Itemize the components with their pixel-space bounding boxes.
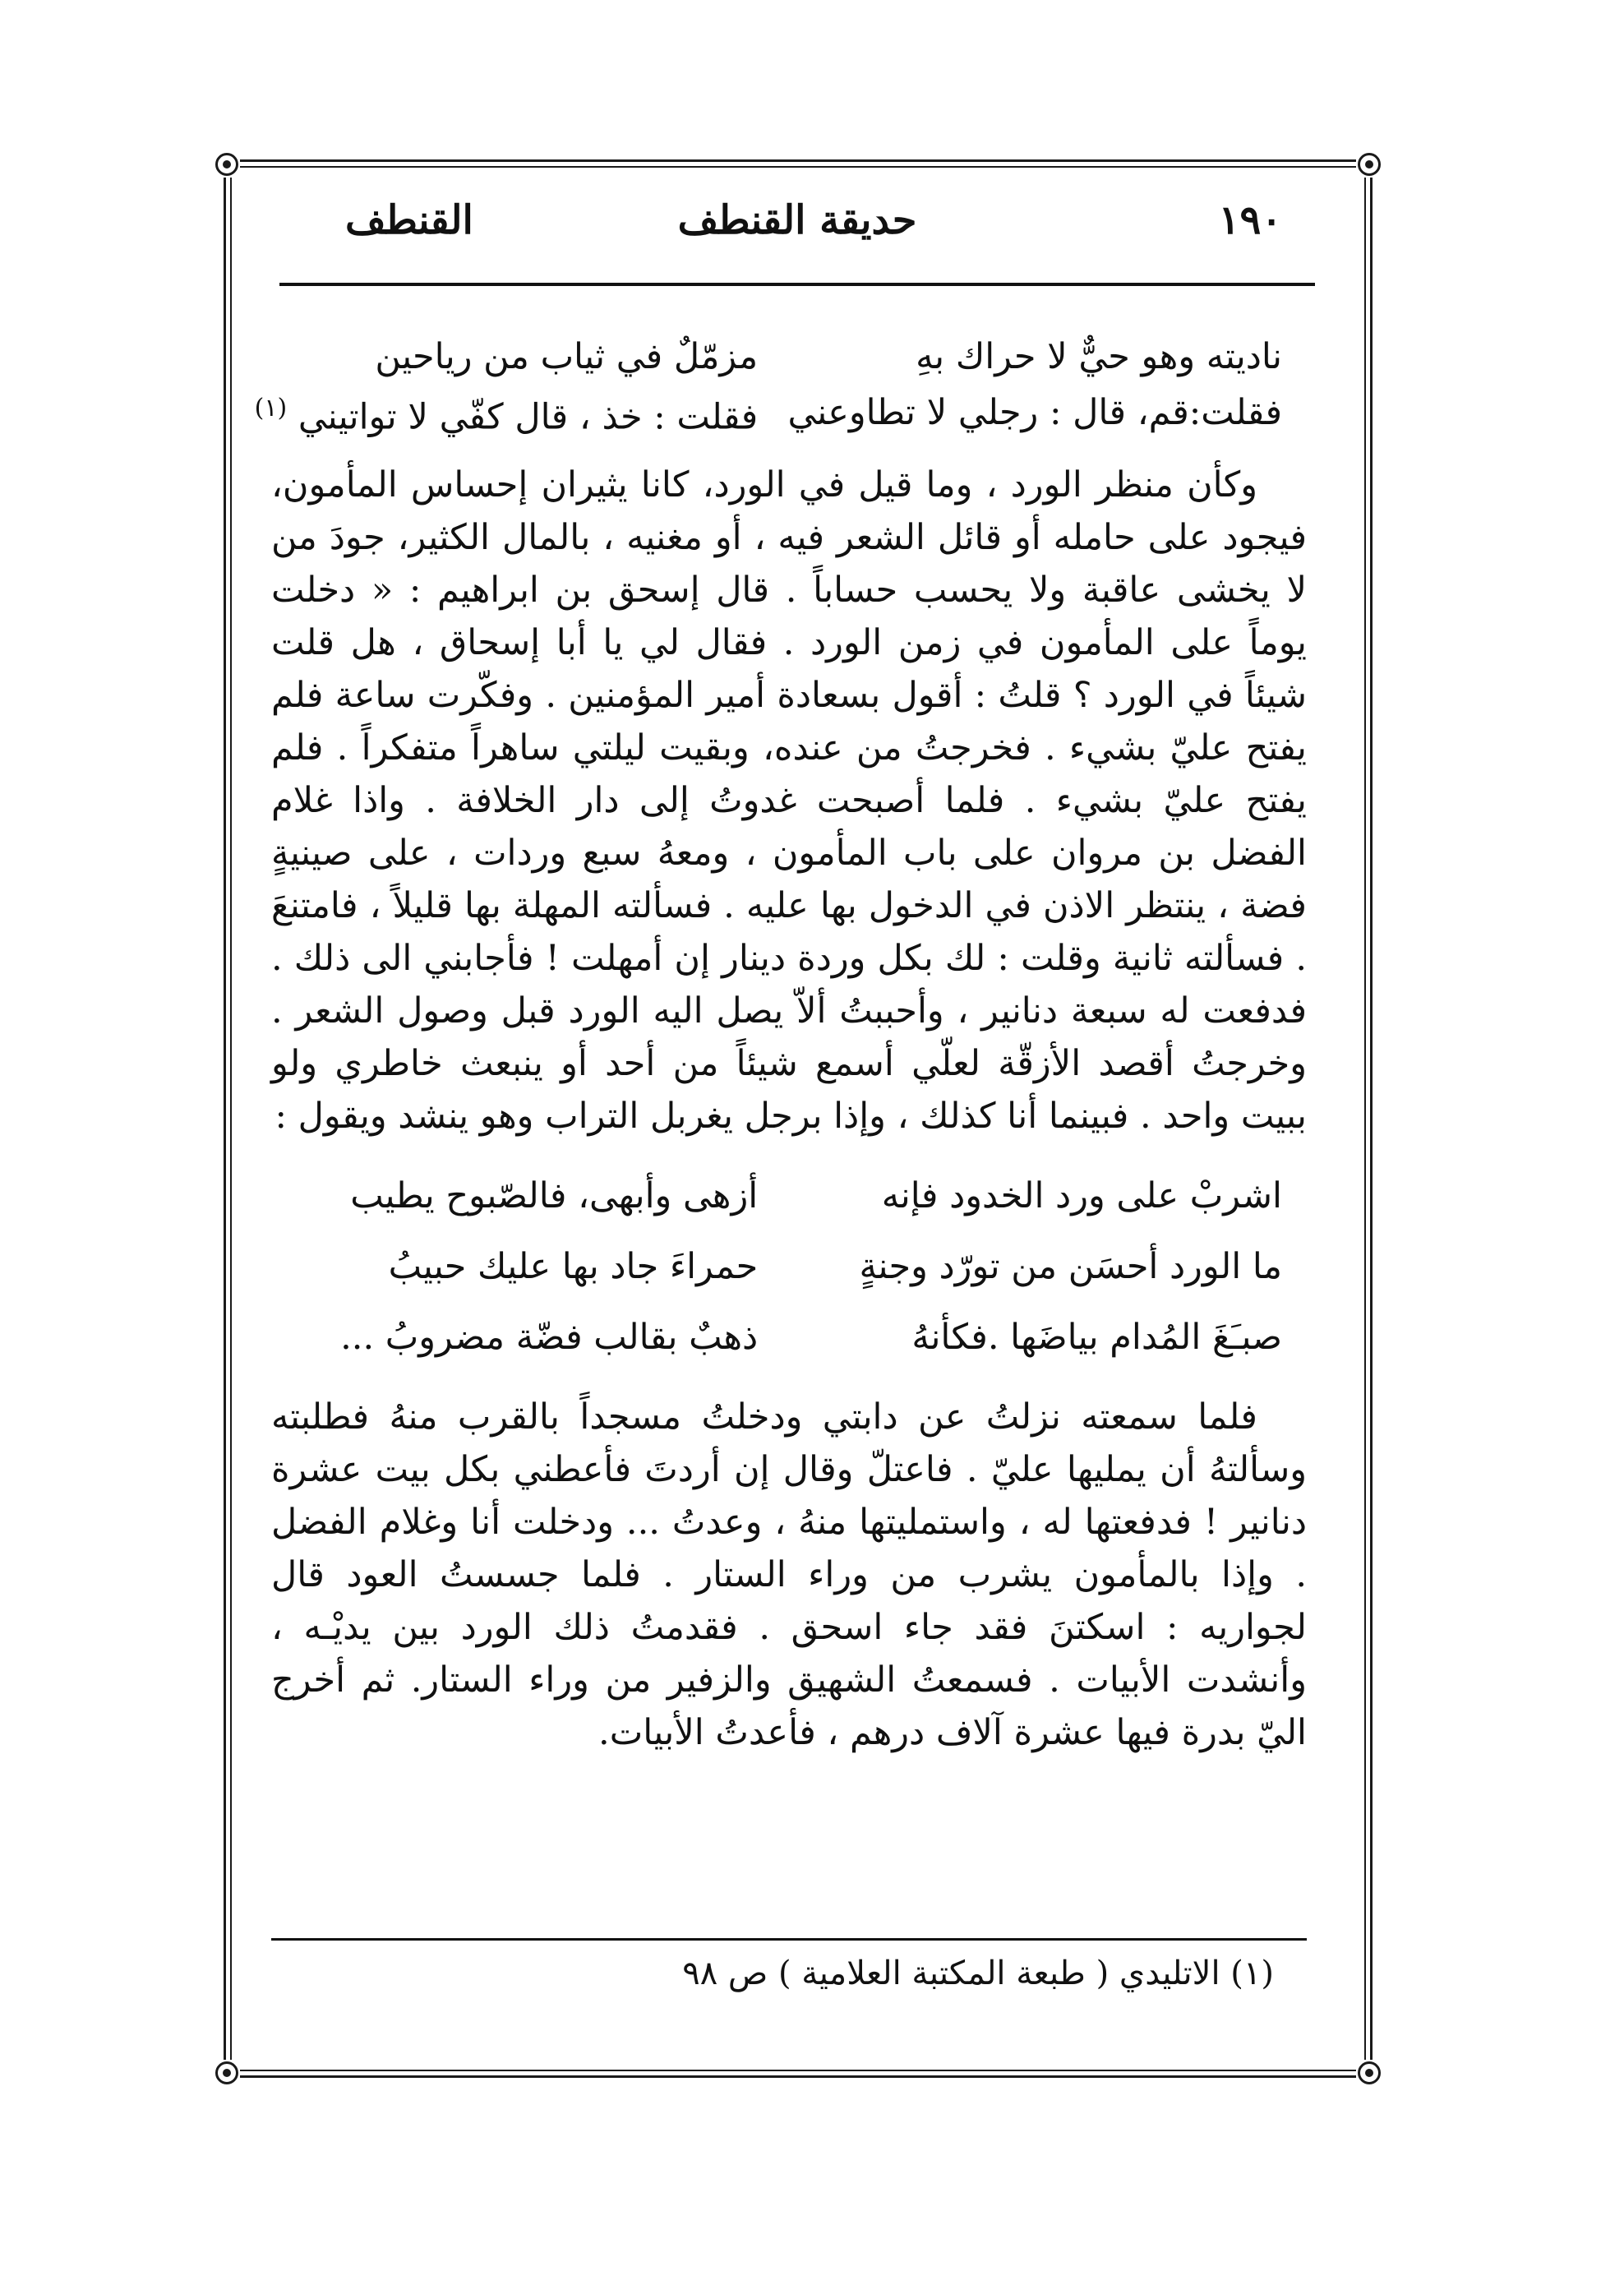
frame-border-right-inner <box>1364 178 1366 2060</box>
page-header <box>279 197 1315 263</box>
verse-second-hemistich: مزمّلٌ في ثياب من رياحين <box>375 336 759 377</box>
corner-ornament-icon <box>215 2061 238 2084</box>
frame-border-bottom-inner <box>240 2070 1356 2071</box>
verse-second-hemistich: حمراءَ جاد بها عليك حبيبُ <box>388 1246 759 1287</box>
corner-ornament-icon <box>1358 2061 1381 2084</box>
frame-border-right <box>1370 178 1373 2060</box>
section-title: القنطف <box>345 197 473 243</box>
poem-top <box>254 329 1307 441</box>
verse-second-hemistich: أزهى وأبهى، فالصّبوح يطيب <box>350 1175 759 1216</box>
page-body <box>254 329 1307 1777</box>
poem-verse <box>254 385 1307 441</box>
footnote-divider <box>271 1938 1307 1941</box>
frame-border-bottom <box>240 2075 1356 2078</box>
verse-first-hemistich: ما الورد أحسَن من تورّد وجنةٍ <box>859 1246 1282 1287</box>
header-divider <box>279 283 1315 286</box>
frame-border-left <box>224 178 226 2060</box>
frame-border-top <box>240 159 1356 162</box>
frame-border-left-inner <box>230 178 232 2060</box>
paragraph-2: فلما سمعته نزلتُ عن دابتي ودخلتُ مسجداً بالقرب منهُ فطلبته وسألتهُ أن يمليها عليّ . فاعتلّ وقال إن أردتَ فأعطني بكل بيت عشرة دنانير ! فدفعتها له ، واستمليتها منهُ ، وعدتُ ... ودخلت أنا وغلام الفضل . وإذا بالمأمون يشرب من وراء الستار . فلما جسستُ العود قال لجواريه : اسكتنَ فقد جاء اسحق . فقدمتُ ذلك الورد بين يديْـه ، وأنشدت الأبيات . فسمعتُ الشهيق والزفير من وراء الستار. ثم أخرج اليّ بدرة فيها عشرة آلاف درهم ، فأعدتُ الأبيات. <box>271 1396 1307 1753</box>
page-number: ١٩٠ <box>1218 197 1282 243</box>
poem-verse <box>271 1161 1307 1231</box>
corner-ornament-icon <box>215 153 238 176</box>
verse-first-hemistich: فقلت:قم، قال : رجلي لا تطاوعني <box>787 392 1282 433</box>
verse-second-hemistich: ذهبٌ بقالب فضّة مضروبُ ... <box>340 1317 759 1358</box>
poem-verse <box>271 1231 1307 1302</box>
running-title: حديقة القنطف <box>677 197 917 243</box>
footnote: (١) الاتليدي ( طبعة المكتبة العلامية ) ص ٩٨ <box>682 1955 1274 1992</box>
footnote-marker: (١) <box>254 393 288 422</box>
verse-first-hemistich: اشربْ على ورد الخدود فإنه <box>881 1175 1282 1216</box>
verse-first-hemistich: ناديته وهو حيٌّ لا حراك بهِ <box>916 336 1282 377</box>
verse-second-text: فقلت : خذ ، قال كفّي لا تواتيني <box>298 396 759 438</box>
corner-ornament-icon <box>1358 153 1381 176</box>
poem-middle <box>271 1161 1307 1373</box>
verse-first-hemistich: صبـَغَ المُدام بياضَها .فكأنهُ <box>911 1317 1282 1358</box>
paragraph-1: وكأن منظر الورد ، وما قيل في الورد، كانا يثيران إحساس المأمون، فيجود على حامله أو قائل الشعر فيه ، أو مغنيه ، بالمال الكثير، جودَ من لا يخشى عاقبة ولا يحسب حساباً . قال إسحق بن ابراهيم : « دخلت يوماً على المأمون في زمن الورد . فقال لي يا أبا إسحاق ، هل قلت شيئاً في الورد ؟ قلتُ : أقول بسعادة أمير المؤمنين . وفكّرت ساعة فلم يفتح عليّ بشيء . فخرجتُ من عنده، وبقيت ليلتي ساهراً متفكراً . فلم يفتح عليّ بشيء . فلما أصبحت غدوتُ إلى دار الخلافة . واذا غلام الفضل بن مروان على باب المأمون ، ومعهُ سبع وردات ، على صينيةٍ فضة ، ينتظر الاذن في الدخول بها عليه . فسألته المهلة بها قليلاً ، فامتنعَ . فسألته ثانية وقلت : لك بكل وردة دينار إن أمهلت ! فأجابني الى ذلك . فدفعت له سبعة دنانير ، وأحببتُ ألاّ يصل اليه الورد قبل وصول الشعر . وخرجتُ أقصد الأزقّة لعلّي أسمع شيئاً من أحد أو ينبعث خاطري ولو ببيت واحد . فبينما أنا كذلك ، وإذا برجل يغربل التراب وهو ينشد ويقول : <box>271 464 1307 1137</box>
poem-verse <box>271 329 1307 385</box>
poem-verse <box>271 1302 1307 1373</box>
verse-second-hemistich <box>254 382 759 443</box>
frame-border-top-inner <box>240 166 1356 168</box>
